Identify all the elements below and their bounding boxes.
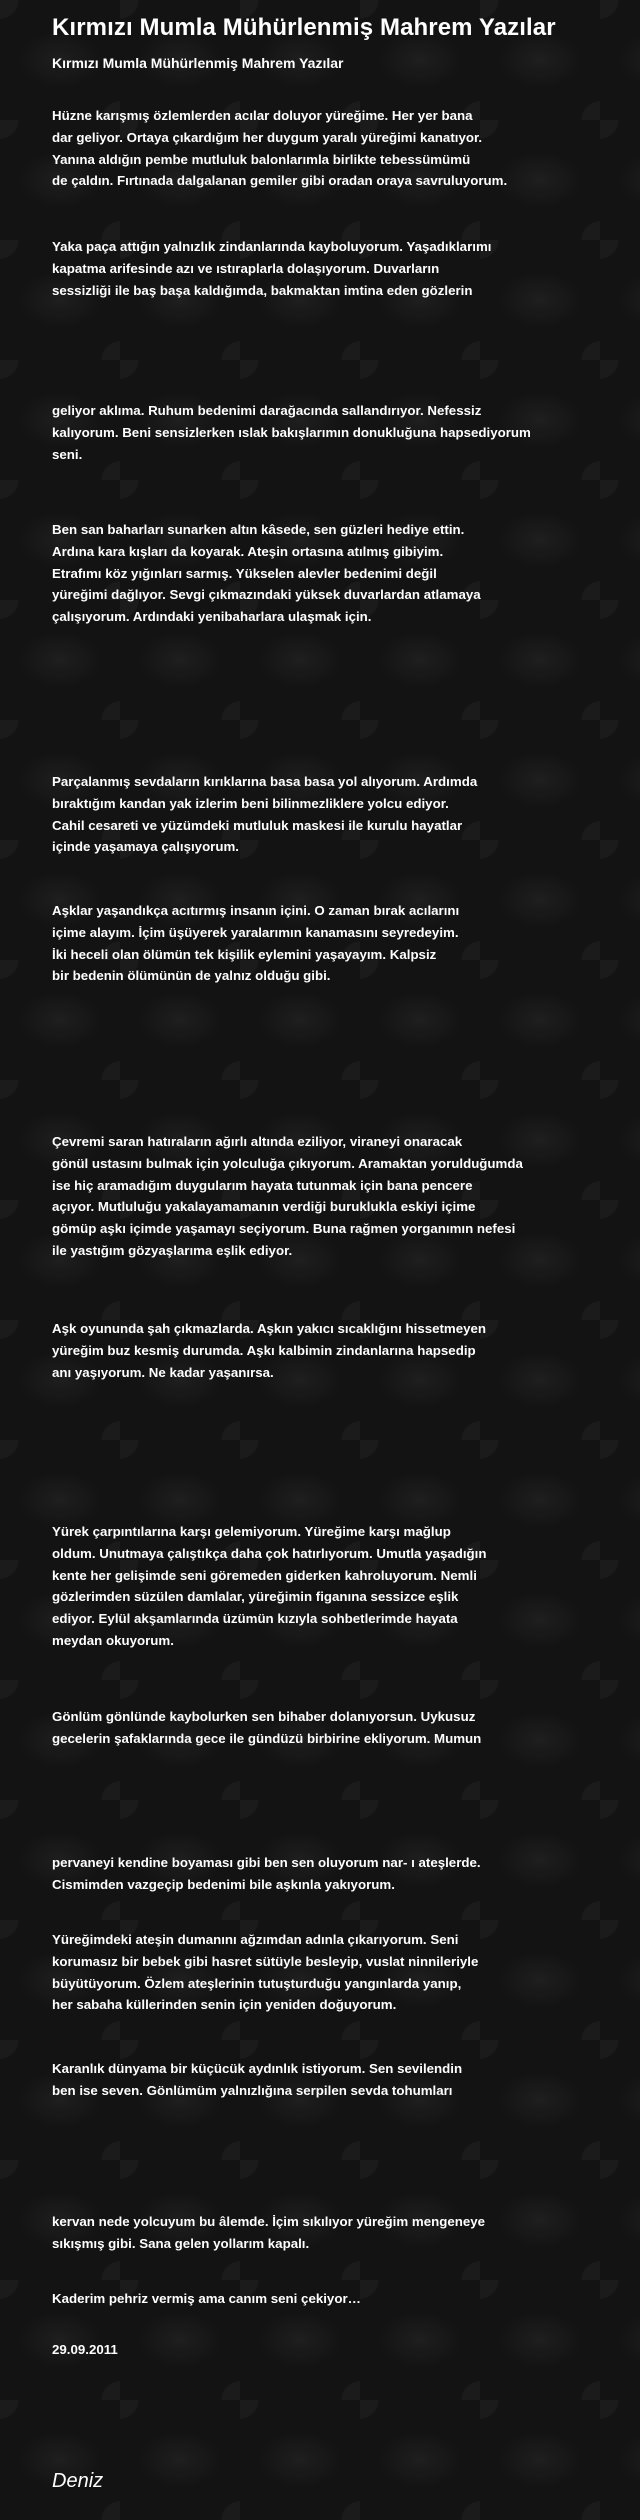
poem-subtitle: Kırmızı Mumla Mühürlenmiş Mahrem Yazılar [52,55,344,71]
poem-paragraph: geliyor aklıma. Ruhum bedenimi darağacında sallandırıyor. Nefessiz kalıyorum. Beni sensizlerken ıslak bakışlarımın donukluğuna hapsediyorum seni. [52,403,531,462]
poem-paragraph: Yürek çarpıntılarına karşı gelemiyorum. Yüreğime karşı mağlup oldum. Unutmaya çalıştıkça daha çok hatırlıyorum. Umutla yaşadığın kente her gelişimde seni göremeden giderken kahroluyorum. Nemli gözlerimden süzülen damlalar, yüreğimin figanına sessizce eşlik ediyor. Eylül akşamlarında üzümün kızıyla sohbetlerimde hayata meydan okuyorum. [52,1524,487,1648]
poem-paragraph: Parçalanmış sevdaların kırıklarına basa basa yol alıyorum. Ardımda bıraktığım kandan yak izlerim beni bilinmezliklere yolcu ediyor. Cahil cesareti ve yüzümdeki mutluluk maskesi ile kurulu hayatlar içinde yaşamaya çalışıyorum. [52,774,478,855]
author-signature: Deniz [52,2470,104,2492]
poem-paragraph: Gönlüm gönlünde kaybolurken sen bihaber dolanıyorsun. Uykusuz gecelerin şafaklarında gece ile gündüzü birbirine ekliyorum. Mumun [52,1709,482,1746]
poem-title: Kırmızı Mumla Mühürlenmiş Mahrem Yazılar [52,14,556,41]
poem-paragraph: Çevremi saran hatıraların ağırlı altında eziliyor, viraneyi onaracak gönül ustasını bulmak için yolculuğa çıkıyorum. Aramaktan yorulduğumda ise hiç aramadığım duygularım hayata tutunmak için bana pencere açıyor. Mutluluğu yakalayamamanın verdiği buruklukla eskiyi içime gömüp aşkı içimde yaşamayı seçiyorum. Buna rağmen yorganımın nefesi ile yastığım gözyaşlarıma eşlik ediyor. [52,1134,523,1258]
poem-paragraph: Karanlık dünyama bir küçücük aydınlık istiyorum. Sen sevilendin ben ise seven. Gönlümüm yalnızlığına serpilen sevda tohumları [52,2061,463,2098]
poem-paragraph: Yaka paça attığın yalnızlık zindanlarında kayboluyorum. Yaşadıklarımı kapatma arifesinde azı ve ıstıraplarla dolaşıyorum. Duvarların sessizliği ile baş başa kaldığımda, bakmaktan imtina eden gözlerin [52,239,492,298]
poem-paragraph: Kaderim pehriz vermiş ama canım seni çekiyor… [52,2291,361,2306]
poem-paragraph: kervan nede yolcuyum bu âlemde. İçim sıkılıyor yüreğim mengeneye sıkışmış gibi. Sana gelen yollarım kapalı. [52,2214,486,2251]
poem-paragraph: Aşklar yaşandıkça acıtırmış insanın içini. O zaman bırak acılarını içime alayım. İçim üşüyerek yaralarımın kanamasını seyredeyim. İki heceli olan ölümün tek kişilik eylemini yaşayayım. Kalpsiz bir bedenin ölümünün de yalnız olduğu gibi. [52,903,460,984]
poem-paragraph: Aşk oyununda şah çıkmazlarda. Aşkın yakıcı sıcaklığını hissetmeyen yüreğim buz kesmiş durumda. Aşkı kalbimin zindanlarına hapsedip anı yaşıyorum. Ne kadar yaşanırsa. [52,1321,487,1380]
poem-paragraph: Hüzne karışmış özlemlerden acılar doluyor yüreğime. Her yer bana dar geliyor. Ortaya çıkardığım her duygum yaralı yüreğimi kanatıyor. Yanına aldığın pembe mutluluk balonlarımla birlikte tebessümümü de çaldın. Fırtınada dalgalanan gemiler gibi oradan oraya savruluyorum. [52,108,508,189]
poem-paragraph: Yüreğimdeki ateşin dumanını ağzımdan adınla çıkarıyorum. Seni korumasız bir bebek gibi hasret sütüyle besleyip, vuslat ninnileriyle büyütüyorum. Özlem ateşlerinin tutuşturduğu yangınlarda yanıp, her sabaha küllerinden senin için yeniden doğuyorum. [52,1932,479,2013]
poem-paragraph: pervaneyi kendine boyaması gibi ben sen oluyorum nar- ı ateşlerde. Cismimden vazgeçip bedenimi bile aşkınla yakıyorum. [52,1855,481,1892]
poem-paragraph: Ben san baharları sunarken altın kâsede, sen güzleri hediye ettin. Ardına kara kışları da koyarak. Ateşin ortasına atılmış gibiyim. Etrafımı köz yığınları sarmış. Yükselen alevler bedenimi değil yüreğimi dağlıyor. Sevgi çıkmazındaki yüksek duvarlardan atlamaya çalışıyorum. Ardındaki yenibaharlara ulaşmak için. [52,522,481,625]
poem-date: 29.09.2011 [52,2342,118,2357]
